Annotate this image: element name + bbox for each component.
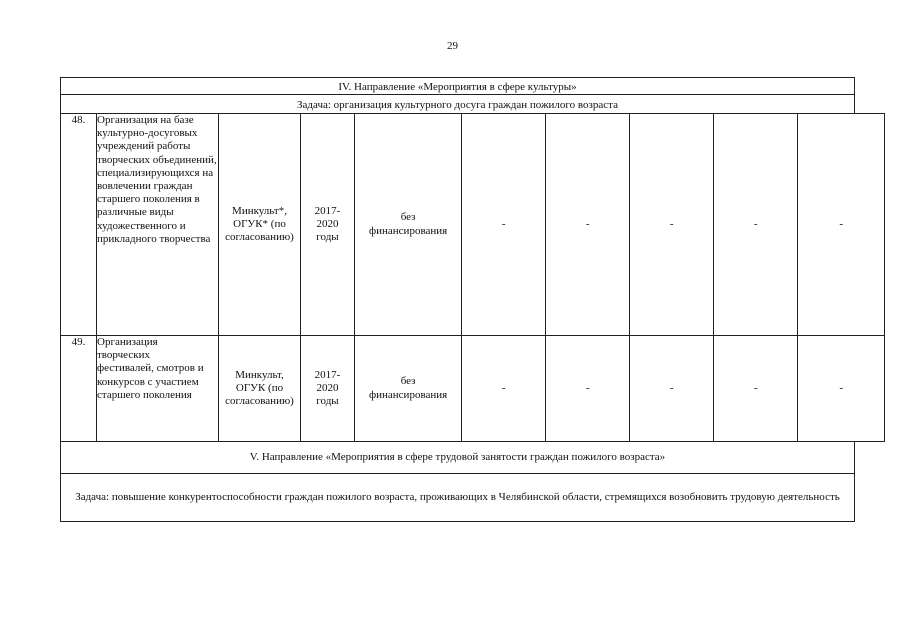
value-cell: - xyxy=(798,336,885,442)
section-iv-task-text: Задача: организация культурного досуга граждан пожилого возраста xyxy=(297,99,618,111)
page-number: 29 xyxy=(447,40,458,52)
value-cell: - xyxy=(462,336,546,442)
table-row xyxy=(61,114,885,336)
value-cell: - xyxy=(546,336,630,442)
measure-name: Организация творческих фестивалей, смотров и конкурсов с участием старшего поколения xyxy=(97,336,219,442)
value-cell: - xyxy=(462,114,546,336)
executor: Минкульт*, ОГУК* (по согласованию) xyxy=(219,114,301,336)
funding: без финансирования xyxy=(355,114,462,336)
value-cell: - xyxy=(546,114,630,336)
section-iv-task xyxy=(60,94,855,114)
row-number: 49. xyxy=(61,336,97,442)
section-iv-title-text: IV. Направление «Мероприятия в сфере культуры» xyxy=(338,81,577,93)
years: 2017-2020 годы xyxy=(301,336,355,442)
value-cell: - xyxy=(630,336,714,442)
value-cell: - xyxy=(630,114,714,336)
table-row xyxy=(61,336,885,442)
section-v-title xyxy=(60,441,855,474)
section-v-task xyxy=(60,474,855,522)
row-number: 48. xyxy=(61,114,97,336)
value-cell: - xyxy=(714,336,798,442)
section-iv-title xyxy=(60,77,855,95)
executor: Минкульт, ОГУК (по согласованию) xyxy=(219,336,301,442)
section-v-title-text: V. Направление «Мероприятия в сфере трудовой занятости граждан пожилого возраста» xyxy=(249,451,666,463)
measures-table xyxy=(60,113,885,442)
section-v-task-text: Задача: повышение конкурентоспособности граждан пожилого возраста, проживающих в Челябинской области, стремящихся возобновить трудовую деятельность xyxy=(75,491,840,503)
funding: без финансирования xyxy=(355,336,462,442)
measure-name: Организация на базе культурно-досуговых учреждений работы творческих объединений, специализирующихся на вовлечении граждан старшего поколения в различные виды художественного и прикладного творчества xyxy=(97,114,219,336)
value-cell: - xyxy=(714,114,798,336)
years: 2017-2020 годы xyxy=(301,114,355,336)
value-cell: - xyxy=(798,114,885,336)
